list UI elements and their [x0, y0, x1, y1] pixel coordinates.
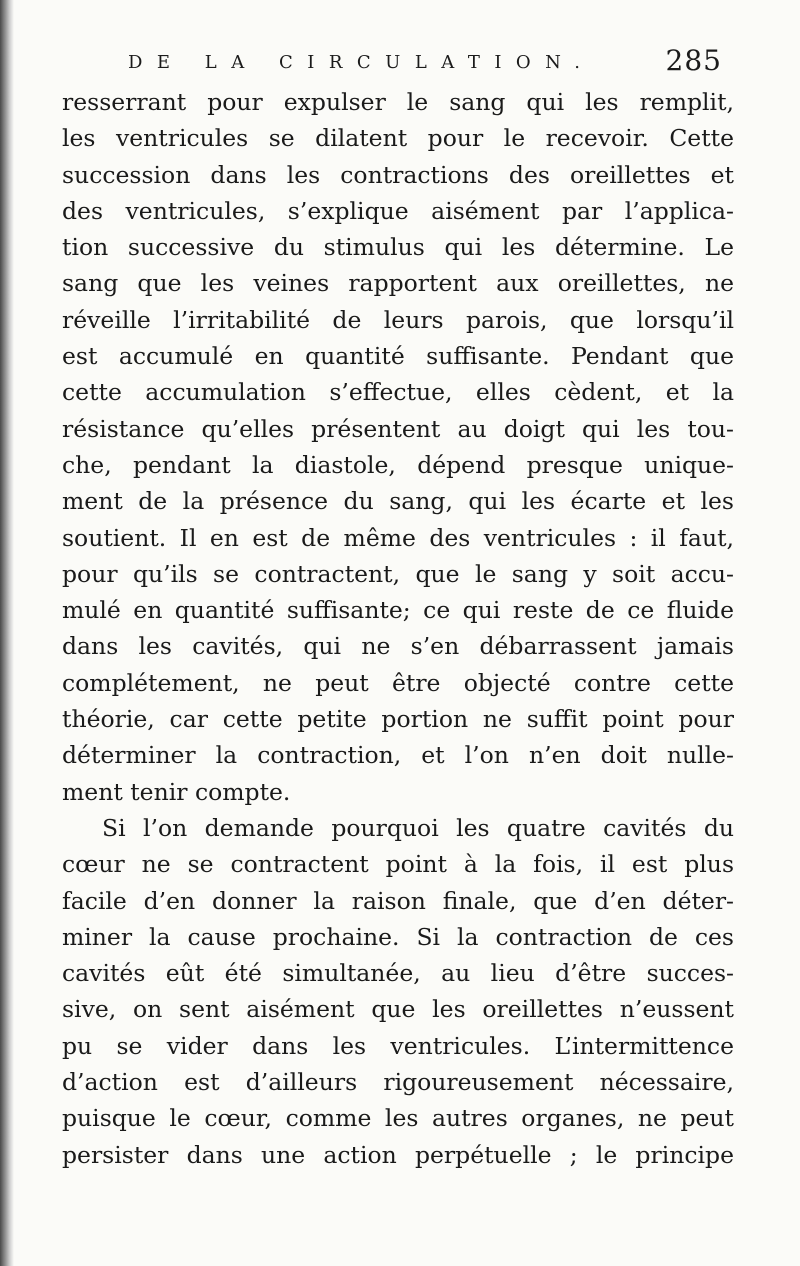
- body-text: [62, 84, 734, 1173]
- text-line: est accumulé en quantité suffisante. Pendant que: [62, 342, 734, 371]
- text-line: che, pendant la diastole, dépend presque unique-: [62, 450, 734, 479]
- text-line: dans les cavités, qui ne s’en débarrassent jamais: [62, 632, 734, 661]
- page-gutter-shadow: [0, 0, 14, 1266]
- text-line: des ventricules, s’explique aisément par l’applica-: [62, 196, 734, 225]
- running-head: DE LA CIRCULATION.: [128, 52, 595, 73]
- text-line: puisque le cœur, comme les autres organes, ne peut: [62, 1104, 734, 1133]
- text-line: tion successive du stimulus qui les détermine. Le: [62, 233, 734, 262]
- page-number: 285: [665, 44, 722, 77]
- text-line: pu se vider dans les ventricules. L’intermittence: [62, 1031, 734, 1060]
- text-line: ment tenir compte.: [62, 777, 291, 806]
- text-line: facile d’en donner la raison finale, que d’en déter-: [62, 886, 734, 915]
- text-line: mulé en quantité suffisante; ce qui reste de ce fluide: [62, 596, 734, 625]
- paragraph-1: [62, 84, 734, 810]
- text-line: pour qu’ils se contractent, que le sang y soit accu-: [62, 559, 734, 588]
- text-line: miner la cause prochaine. Si la contraction de ces: [62, 922, 734, 951]
- page-header: [128, 44, 722, 80]
- text-line: déterminer la contraction, et l’on n’en doit nulle-: [62, 741, 734, 770]
- text-line: sive, on sent aisément que les oreillettes n’eussent: [62, 995, 734, 1024]
- text-line: les ventricules se dilatent pour le recevoir. Cette: [62, 124, 734, 153]
- text-line: cœur ne se contractent point à la fois, il est plus: [62, 850, 734, 879]
- text-line: cette accumulation s’effectue, elles cèdent, et la: [62, 378, 734, 407]
- text-line: succession dans les contractions des oreillettes et: [62, 160, 734, 189]
- text-line: Si l’on demande pourquoi les quatre cavités du: [102, 813, 734, 842]
- text-line: théorie, car cette petite portion ne suffit point pour: [62, 705, 734, 734]
- text-line: résistance qu’elles présentent au doigt qui les tou-: [62, 414, 734, 443]
- text-line: resserrant pour expulser le sang qui les remplit,: [62, 88, 734, 116]
- text-line: cavités eût été simultanée, au lieu d’être succes-: [62, 959, 734, 988]
- text-line: d’action est d’ailleurs rigoureusement nécessaire,: [62, 1068, 734, 1097]
- text-line: ment de la présence du sang, qui les écarte et les: [62, 487, 734, 516]
- text-line: sang que les veines rapportent aux oreillettes, ne: [62, 269, 734, 298]
- text-line: soutient. Il en est de même des ventricules : il faut,: [62, 523, 734, 552]
- text-line: persister dans une action perpétuelle ; le principe: [62, 1140, 734, 1169]
- paragraph-2: [62, 810, 734, 1173]
- text-line: complétement, ne peut être objecté contre cette: [62, 668, 734, 697]
- text-line: réveille l’irritabilité de leurs parois, que lorsqu’il: [62, 305, 734, 334]
